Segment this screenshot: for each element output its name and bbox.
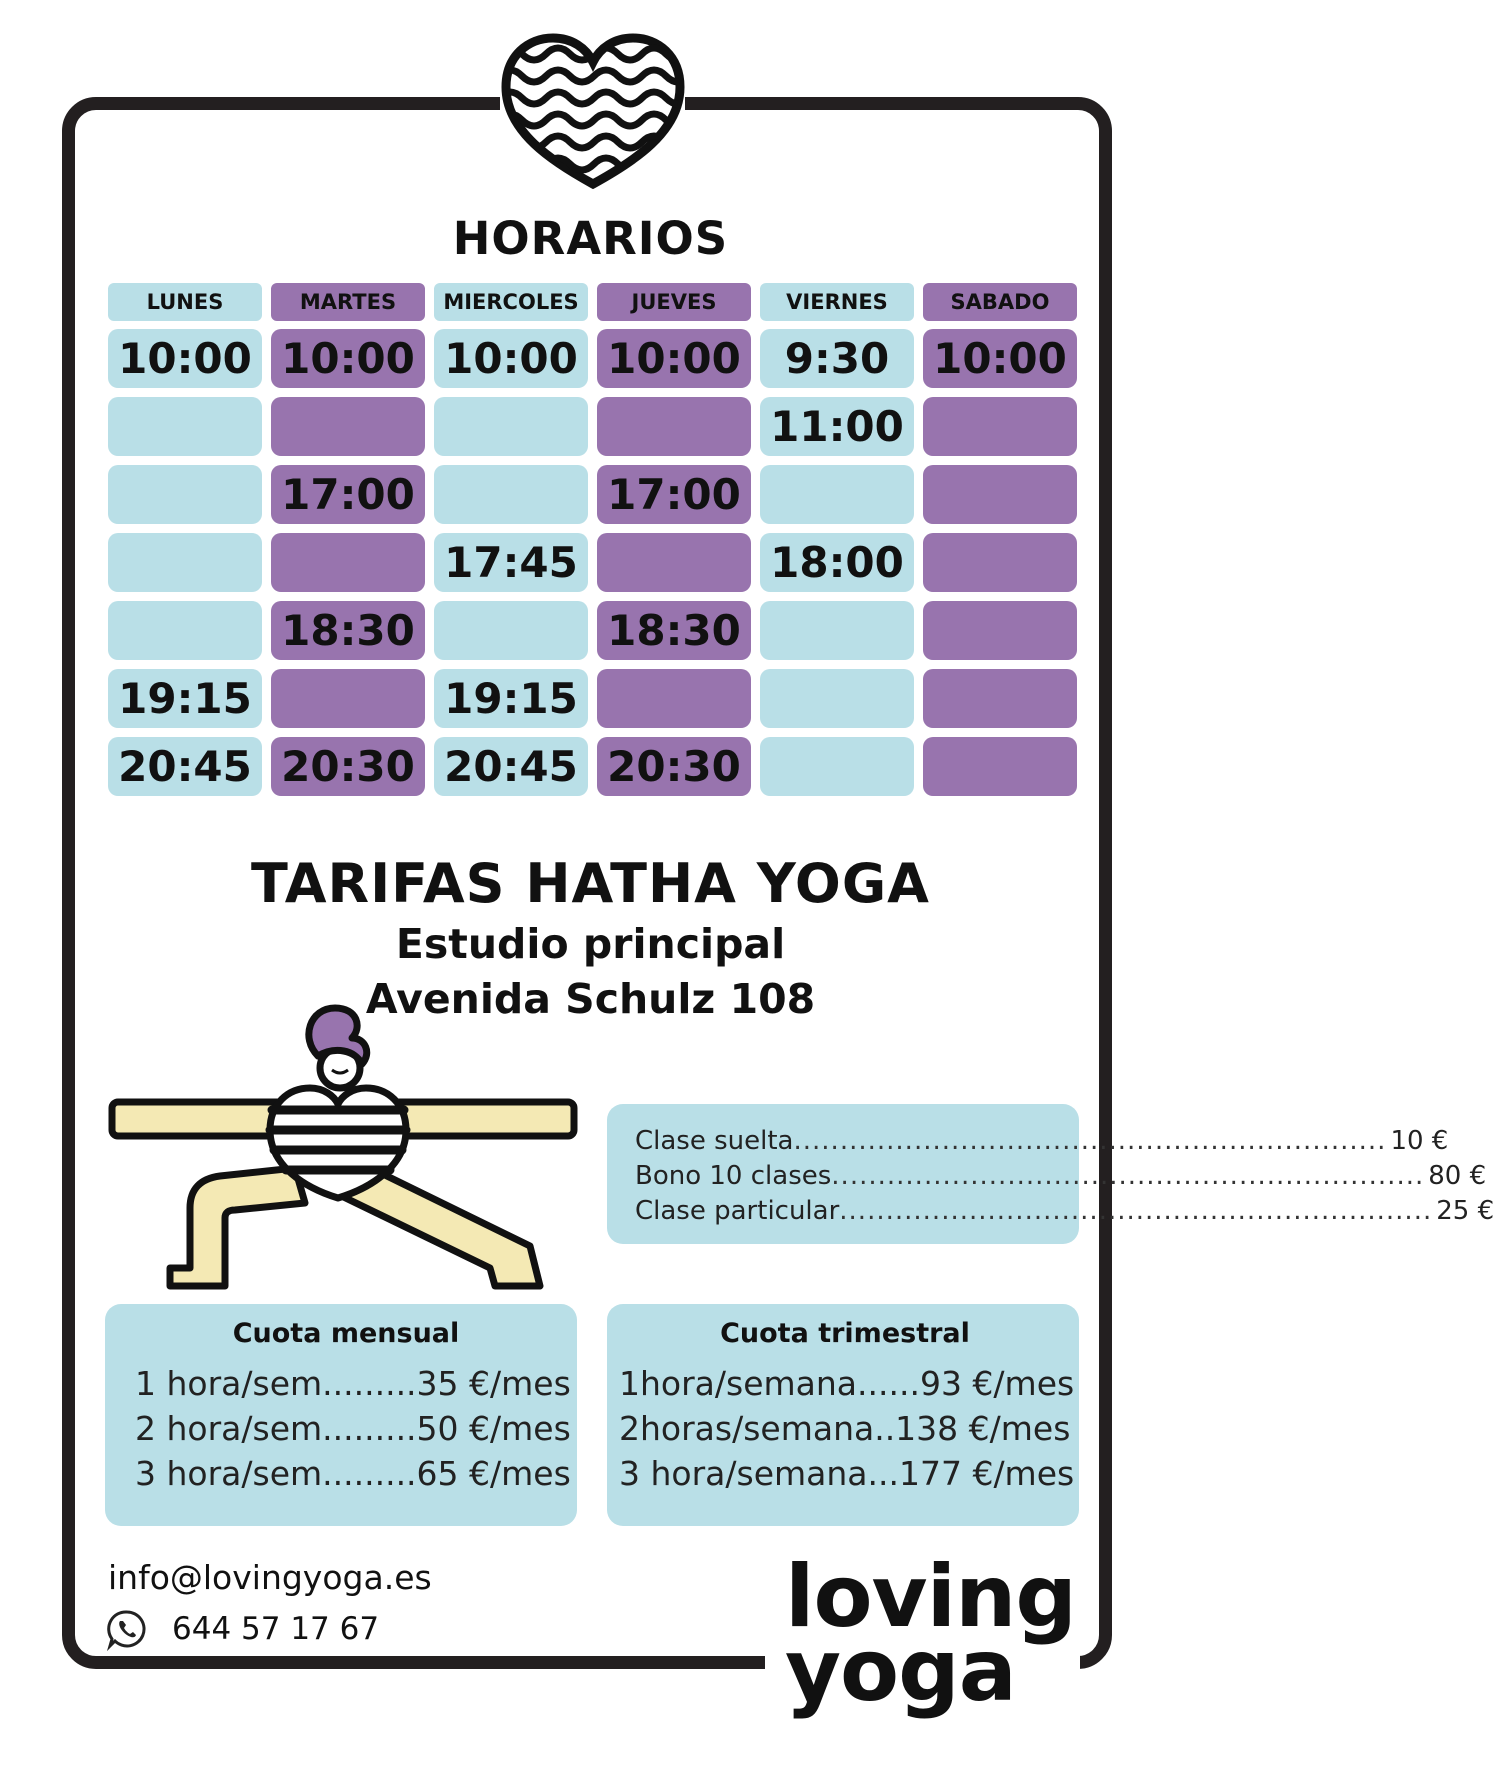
time-slot: 19:15 <box>108 669 262 728</box>
heart-logo-icon <box>498 32 688 190</box>
price-label: Clase particular <box>635 1196 840 1226</box>
schedule-title: HORARIOS <box>452 212 729 265</box>
time-slot: 20:30 <box>271 737 425 796</box>
time-slot <box>923 601 1077 660</box>
time-slot <box>760 669 914 728</box>
day-column-viernes <box>760 283 914 805</box>
time-slot <box>923 669 1077 728</box>
day-column-martes <box>271 283 425 805</box>
contact-email[interactable]: info@lovingyoga.es <box>108 1558 432 1597</box>
fee-line: 2horas/semana..138 €/mes <box>619 1409 1071 1448</box>
day-header: MIERCOLES <box>434 283 588 321</box>
price-row: Clase particular ................................................................ 25 € <box>635 1194 1051 1229</box>
price-label: Bono 10 clases <box>635 1161 832 1191</box>
quarterly-fee-title: Cuota trimestral <box>720 1318 970 1349</box>
time-slot <box>923 397 1077 456</box>
time-slot <box>271 533 425 592</box>
price-row: Bono 10 clases ................................................................ 80 € <box>635 1159 1051 1194</box>
monthly-fee-box <box>105 1304 577 1526</box>
day-header: SABADO <box>923 283 1077 321</box>
time-slot <box>271 669 425 728</box>
time-slot: 17:00 <box>271 465 425 524</box>
fee-line: 1hora/semana......93 €/mes <box>619 1364 1075 1403</box>
time-slot <box>434 397 588 456</box>
fee-line: 1 hora/sem.........35 €/mes <box>135 1364 571 1403</box>
time-slot: 11:00 <box>760 397 914 456</box>
price-label: Clase suelta <box>635 1126 794 1156</box>
whatsapp-icon <box>106 1608 148 1650</box>
time-slot: 9:30 <box>760 329 914 388</box>
tarifas-subtitle-studio: Estudio principal <box>395 920 786 968</box>
time-slot <box>271 397 425 456</box>
day-header: JUEVES <box>597 283 751 321</box>
schedule-grid <box>108 283 1078 805</box>
contact-phone-row <box>106 1608 379 1650</box>
day-column-miercoles <box>434 283 588 805</box>
time-slot <box>597 533 751 592</box>
time-slot <box>108 397 262 456</box>
time-slot: 17:45 <box>434 533 588 592</box>
time-slot: 20:30 <box>597 737 751 796</box>
price-value: 10 € <box>1390 1126 1449 1156</box>
fee-line: 3 hora/semana...177 €/mes <box>619 1454 1075 1493</box>
fee-line: 3 hora/sem.........65 €/mes <box>135 1454 571 1493</box>
tarifas-title: TARIFAS HATHA YOGA <box>251 852 930 915</box>
time-slot <box>108 465 262 524</box>
time-slot: 18:30 <box>271 601 425 660</box>
time-slot <box>923 465 1077 524</box>
quarterly-fee-box <box>607 1304 1079 1526</box>
price-value: 80 € <box>1428 1161 1487 1191</box>
price-row: Clase suelta ................................................................ 10 € <box>635 1124 1051 1159</box>
time-slot: 20:45 <box>434 737 588 796</box>
day-column-lunes <box>108 283 262 805</box>
time-slot: 10:00 <box>597 329 751 388</box>
time-slot: 20:45 <box>108 737 262 796</box>
yoga-pose-illustration-icon <box>100 998 585 1298</box>
brand-line-2: yoga <box>785 1621 1016 1721</box>
time-slot <box>434 601 588 660</box>
day-header: MARTES <box>271 283 425 321</box>
time-slot <box>108 533 262 592</box>
time-slot: 10:00 <box>108 329 262 388</box>
time-slot: 10:00 <box>923 329 1077 388</box>
brand-logo <box>785 1547 1076 1721</box>
time-slot: 18:30 <box>597 601 751 660</box>
time-slot <box>434 465 588 524</box>
time-slot: 19:15 <box>434 669 588 728</box>
time-slot: 17:00 <box>597 465 751 524</box>
monthly-fee-title: Cuota mensual <box>232 1318 460 1349</box>
tarifas-subtitle-address: Avenida Schulz 108 <box>365 975 816 1023</box>
day-column-sabado <box>923 283 1077 805</box>
time-slot <box>597 397 751 456</box>
time-slot <box>760 601 914 660</box>
price-value: 25 € <box>1436 1196 1494 1226</box>
time-slot <box>923 737 1077 796</box>
brand-line-1: loving <box>785 1547 1076 1647</box>
single-prices-box <box>607 1104 1494 1244</box>
fee-line: 2 hora/sem.........50 €/mes <box>135 1409 571 1448</box>
time-slot: 18:00 <box>760 533 914 592</box>
day-column-jueves <box>597 283 751 805</box>
day-header: LUNES <box>108 283 262 321</box>
contact-phone[interactable]: 644 57 17 67 <box>172 1611 380 1647</box>
time-slot <box>760 737 914 796</box>
time-slot <box>597 669 751 728</box>
time-slot: 10:00 <box>271 329 425 388</box>
day-header: VIERNES <box>760 283 914 321</box>
time-slot <box>760 465 914 524</box>
time-slot <box>108 601 262 660</box>
time-slot <box>923 533 1077 592</box>
time-slot: 10:00 <box>434 329 588 388</box>
